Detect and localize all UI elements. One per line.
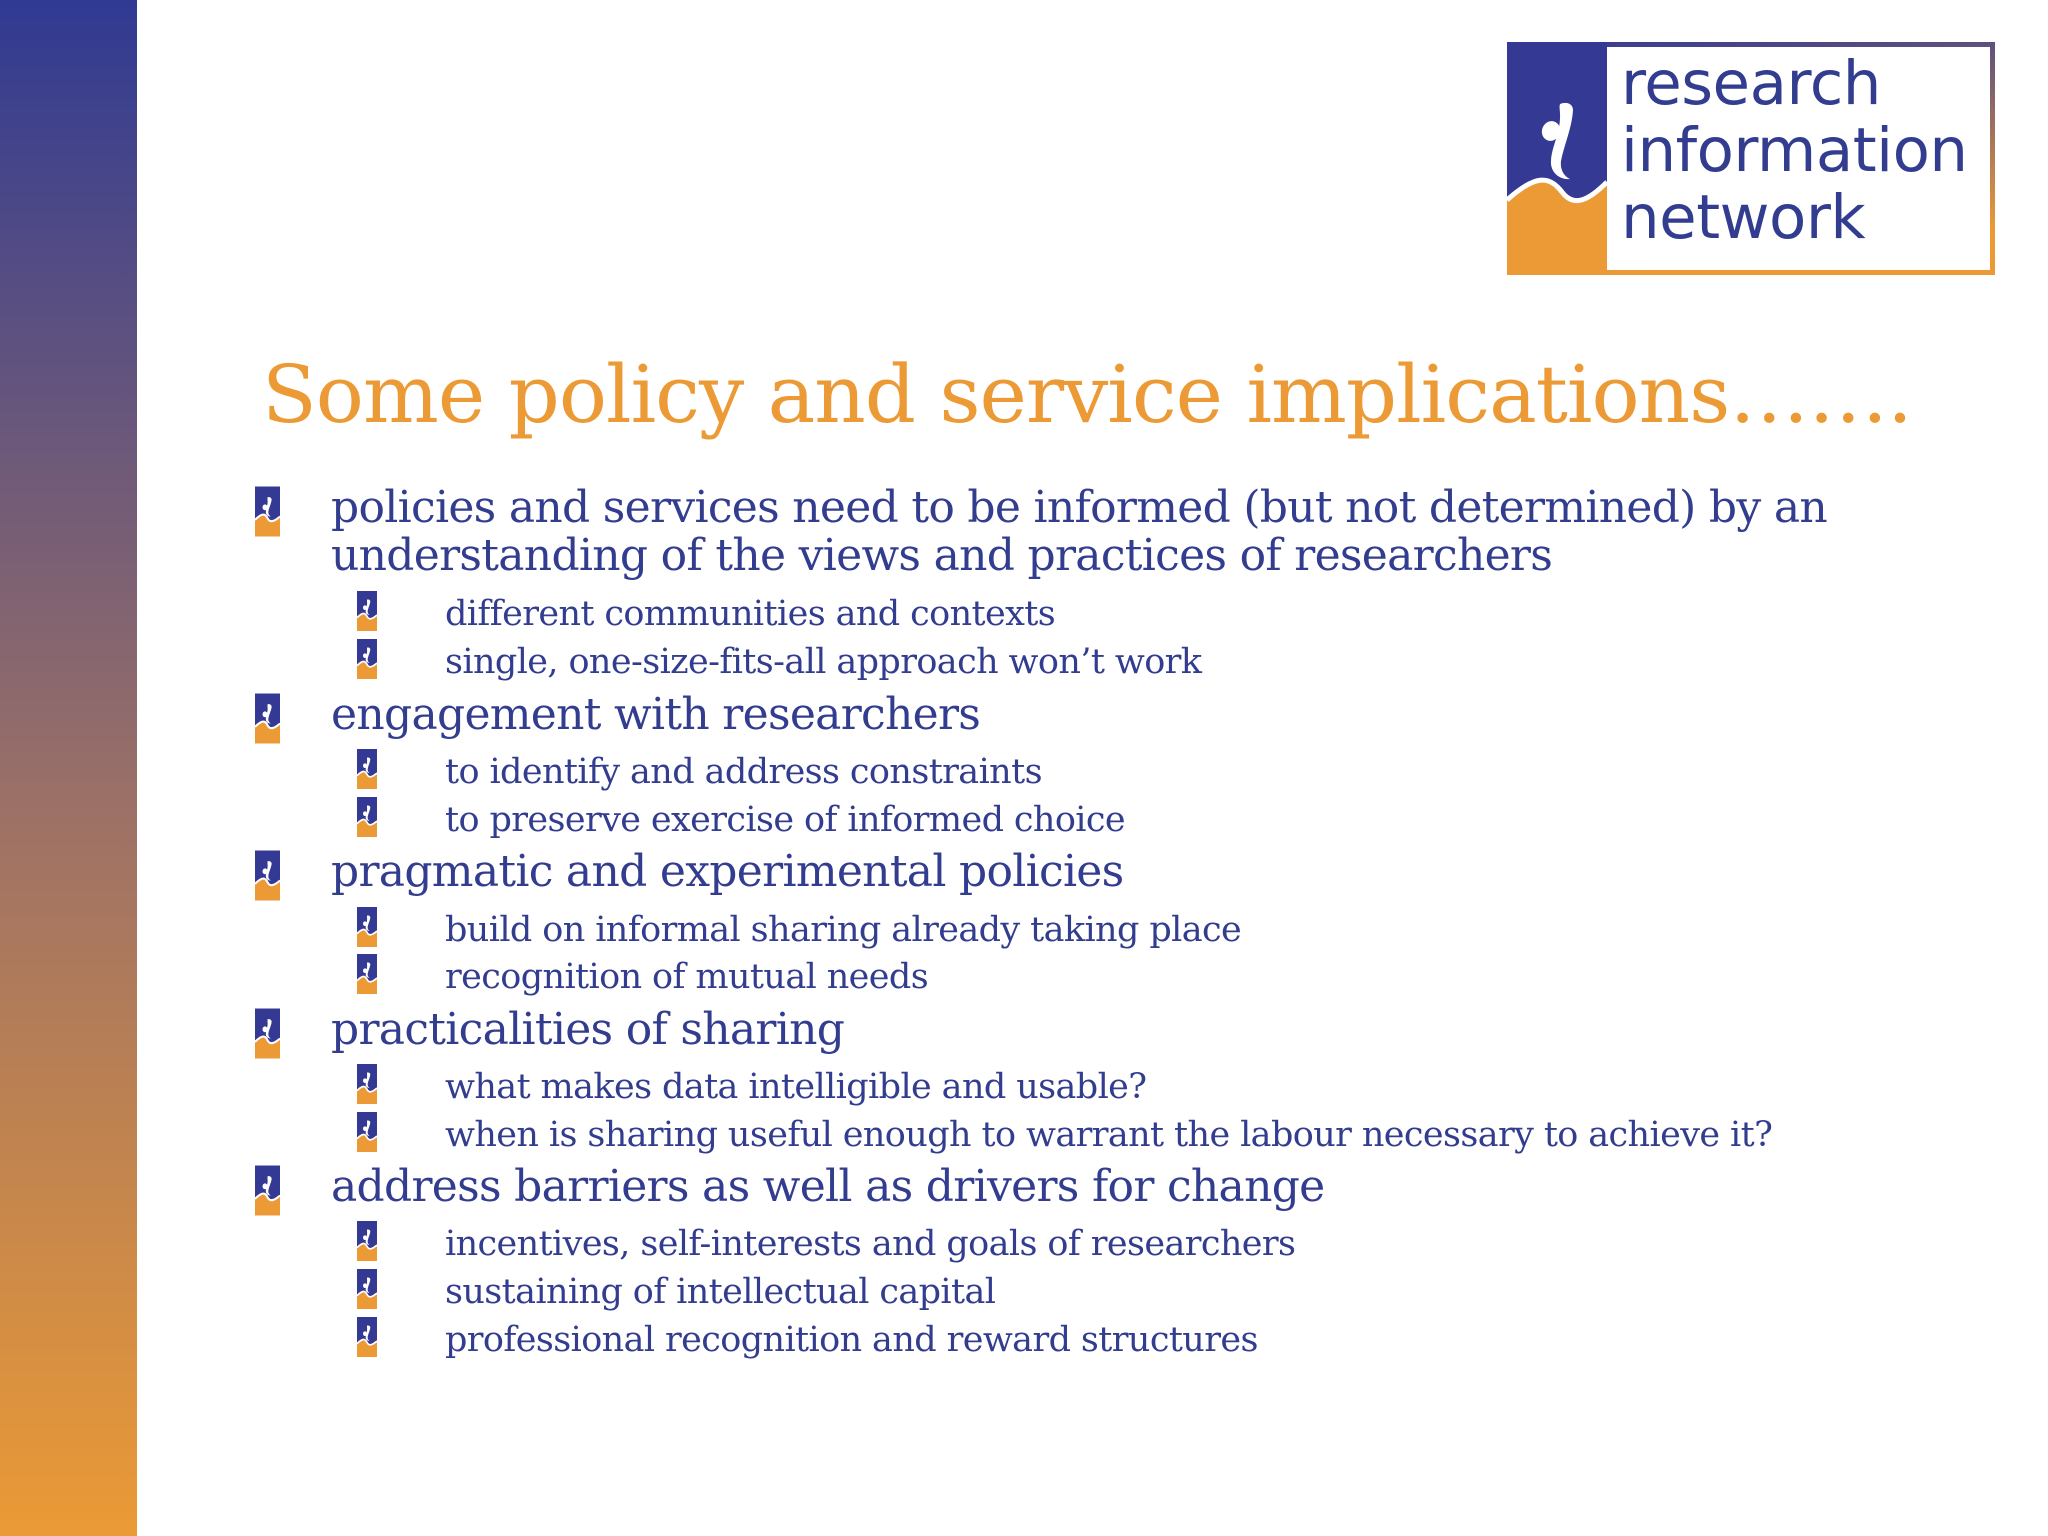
bullet-text: pragmatic and experimental policies: [331, 846, 1124, 897]
rin-logo-bullet-icon: [357, 906, 377, 948]
bullet-text: practicalities of sharing: [331, 1004, 845, 1055]
rin-logo-bullet-icon: [255, 484, 280, 539]
logo-line-research: research: [1621, 48, 1881, 119]
slide-title: Some policy and service implications…….: [262, 348, 1912, 441]
rin-logo-bullet-icon: [357, 953, 377, 995]
bullet-text: engagement with researchers: [331, 689, 981, 740]
sub-bullet-text: single, one-size-fits-all approach won’t work: [445, 642, 1202, 682]
sub-bullet-text: sustaining of intellectual capital: [445, 1272, 996, 1312]
rin-logo-bullet-icon: [255, 848, 280, 903]
rin-logo-bullet-icon: [357, 796, 377, 838]
rin-logo-bullet-icon: [255, 1163, 280, 1218]
rin-logo-bullet-icon: [357, 1268, 377, 1310]
bullet-text: address barriers as well as drivers for change: [331, 1161, 1325, 1212]
logo-line-information: information: [1621, 115, 1968, 186]
rin-logo-bullet-icon: [357, 638, 377, 680]
sub-bullet-text: to identify and address constraints: [445, 752, 1042, 792]
sub-bullet-text: what makes data intelligible and usable?: [445, 1067, 1147, 1107]
logo-line-network: network: [1621, 182, 1866, 253]
rin-logo-bullet-icon: [357, 1220, 377, 1262]
sub-bullet-text: to preserve exercise of informed choice: [445, 800, 1126, 840]
rin-logo-bullet-icon: [357, 748, 377, 790]
sub-bullet-text: different communities and contexts: [445, 594, 1056, 634]
rin-logo-bullet-icon: [357, 1063, 377, 1105]
rin-logo-bullet-icon: [357, 1316, 377, 1358]
rin-logo-bullet-icon: [255, 1006, 280, 1061]
sub-bullet-text: build on informal sharing already taking place: [445, 910, 1242, 950]
rin-logo-bullet-icon: [357, 590, 377, 632]
rin-logo-bullet-icon: [357, 1111, 377, 1153]
bullet-text: policies and services need to be informed (but not determined) by an: [331, 482, 1827, 533]
bullet-text-continuation: understanding of the views and practices of researchers: [331, 530, 1553, 581]
sub-bullet-text: when is sharing useful enough to warrant the labour necessary to achieve it?: [445, 1115, 1773, 1155]
sub-bullet-text: recognition of mutual needs: [445, 957, 929, 997]
sub-bullet-text: professional recognition and reward structures: [445, 1320, 1258, 1360]
rin-logo-bullet-icon: [255, 691, 280, 746]
sub-bullet-text: incentives, self-interests and goals of researchers: [445, 1224, 1296, 1264]
